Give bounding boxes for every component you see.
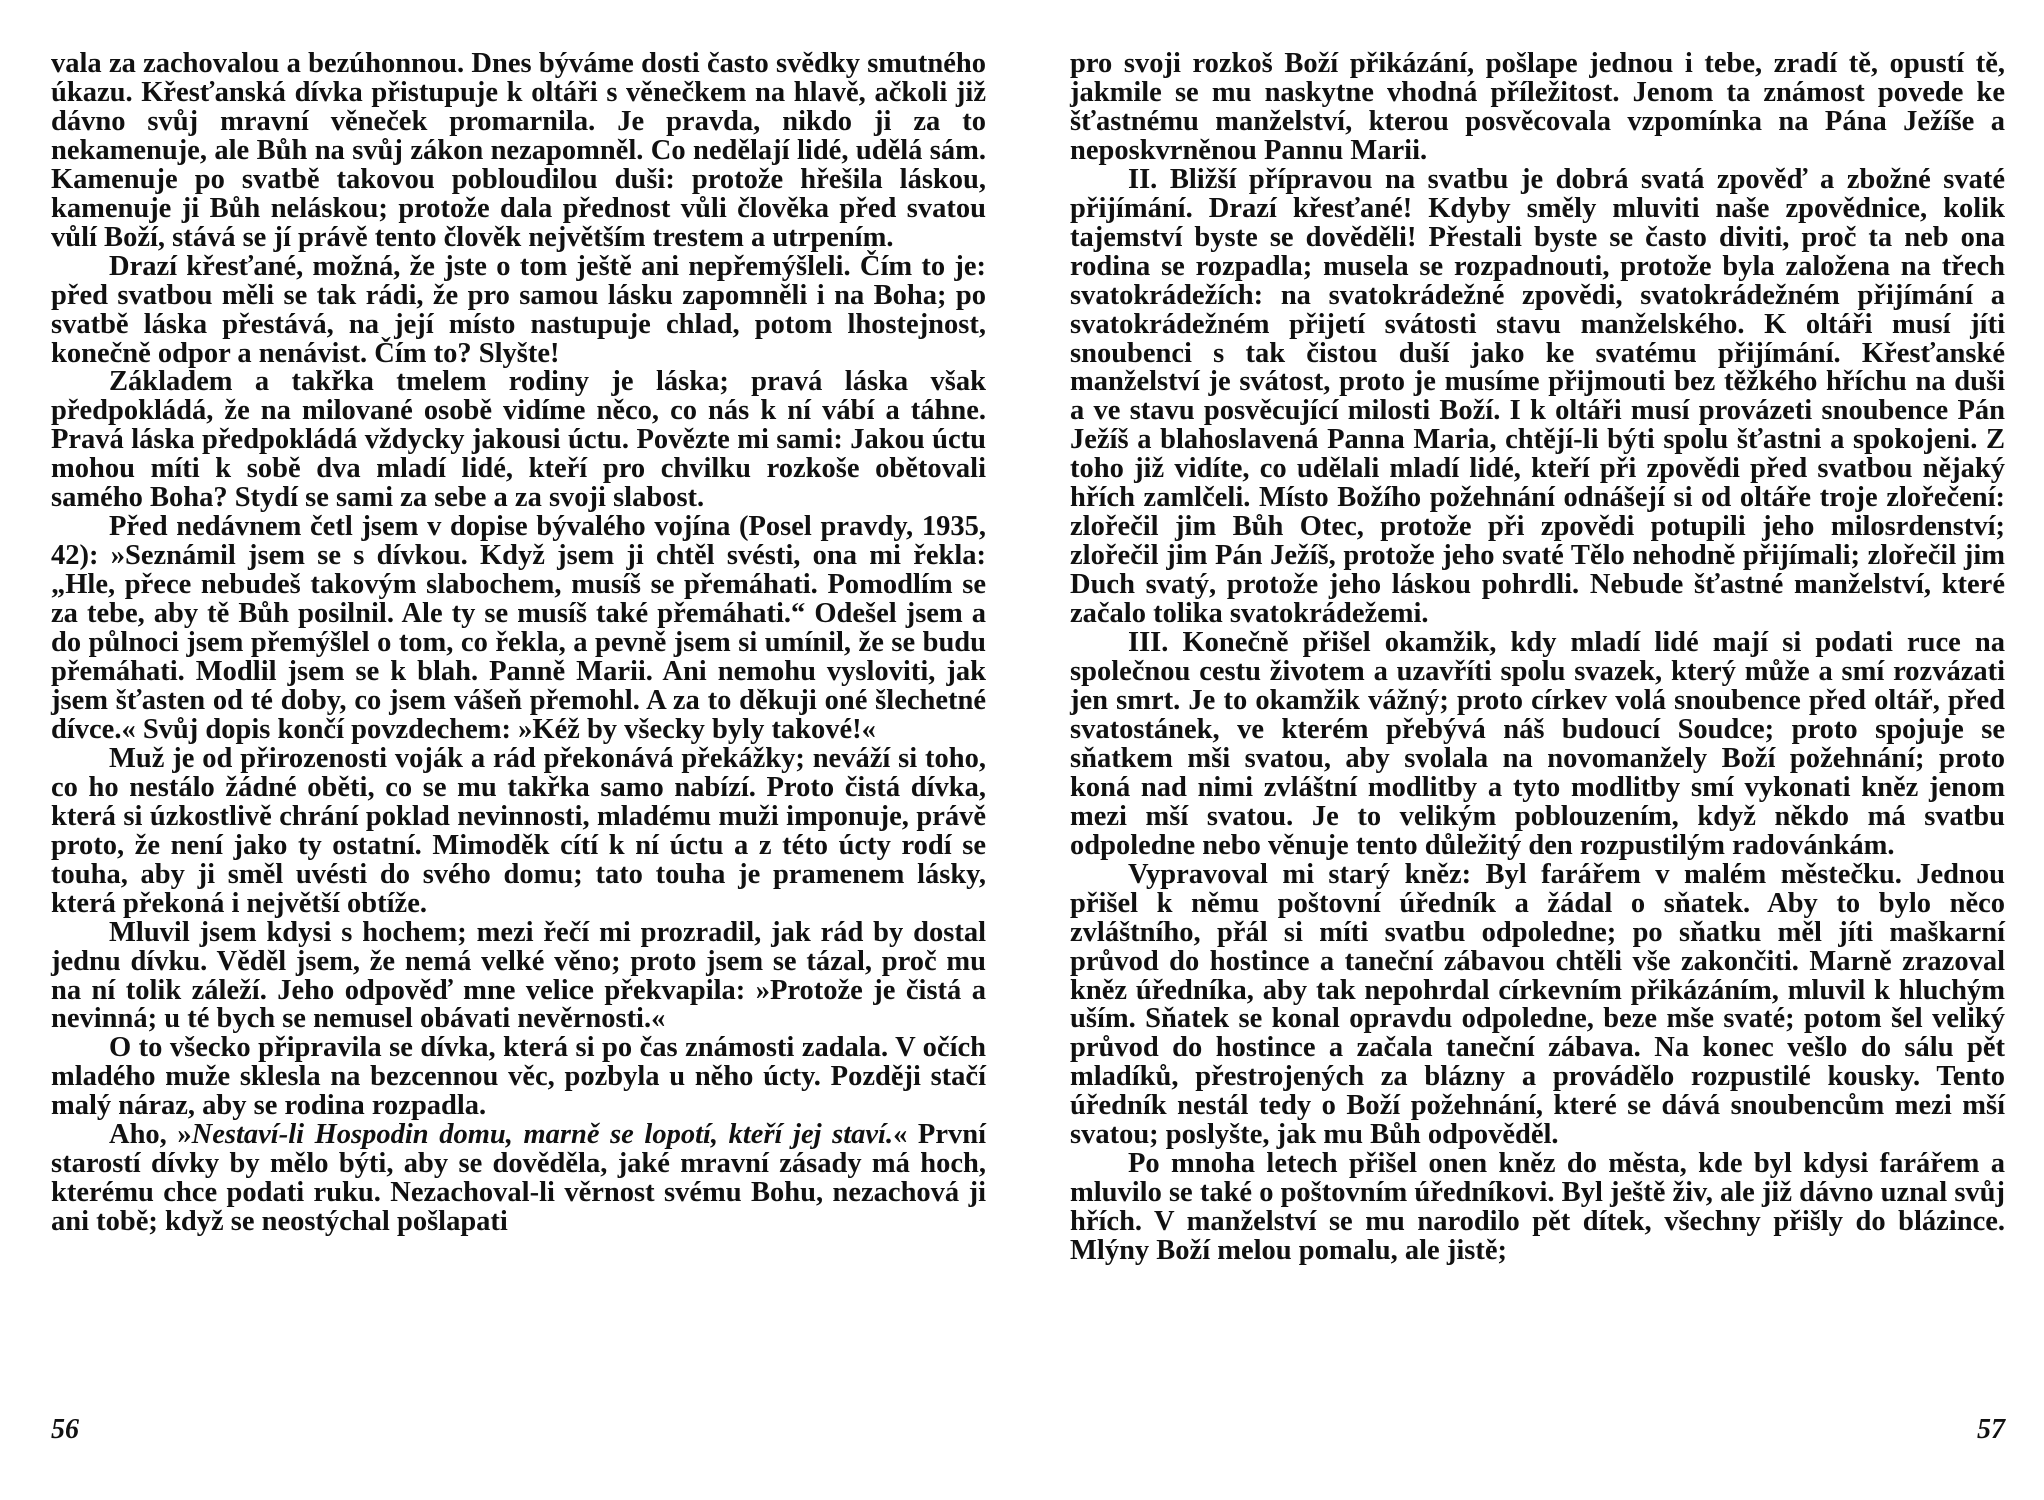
paragraph: Před nedávnem četl jsem v dopise bývalého vojína (Posel pravdy, 1935, 42): »Seznámil jsem se s dívkou. Když jsem ji chtěl svésti, ona mi řekla: „Hle, přece nebudeš takovým slabochem, musíš se přemáhati. Pomodlím se za tebe, aby tě Bůh posilnil. Ale ty se musíš také přemáhati.“ Odešel jsem a do půlnoci jsem přemýšlel o tom, co řekla, a pevně jsem si umínil, že se budu přemáhati. Modlil jsem se k blah. Panně Marii. Ani nemohu vysloviti, jak jsem šťasten od té doby, co jsem vášeň přemohl. A za to děkuji oné šlechetné dívce.« Svůj dopis končí povzdechem: »Kéž by všecky byly takové!« — [51, 511, 986, 745]
quote-intro: Aho, » — [109, 1119, 192, 1151]
paragraph: Drazí křesťané, možná, že jste o tom ještě ani nepřemýšleli. Čím to je: před svatbou měli se tak rádi, že pro samou lásku zapomněli i na Boha; po svatbě láska přestává, na její místo nastupuje chlad, potom lhostejnost, konečně odpor a nenávist. Čím to? Slyšte! — [51, 250, 986, 369]
right-page-text — [1070, 50, 2005, 1266]
left-page — [51, 50, 986, 1445]
page-number: 56 — [51, 1414, 79, 1445]
quote-outro: « První starostí dívky by mělo býti, aby se dověděla, jaké mravní zásady má hoch, kterému chce podati ruku. Nezachoval-li věrnost svému Bohu, nezachová ji ani tobě; když se neostýchal pošlapati — [51, 1119, 987, 1238]
paragraph: Muž je od přirozenosti voják a rád překonává překážky; neváží si toho, co ho nestálo žádné oběti, co se mu takřka samo nabízí. Proto čistá dívka, která si úzkostlivě chrání poklad nevinnosti, mladému muži imponuje, právě proto, že není jako ty ostatní. Mimoděk cítí k ní úctu a z této úcty rodí se touha, aby ji směl uvésti do svého domu; tato touha je pramenem lásky, která překoná i největší obtíže. — [51, 742, 986, 919]
paragraph: vala za zachovalou a bezúhonnou. Dnes býváme dosti často svědky smutného úkazu. Křesťanská dívka přistupuje k oltáři s věnečkem na hlavě, ačkoli již dávno svůj mravní věneček promarnila. Je pravda, nikdo ji za to nekamenuje, ale Bůh na svůj zákon nezapomněl. Co nedělají lidé, udělá sám. Kamenuje po svatbě takovou pobloudilou duši: protože hřešila láskou, kamenuje ji Bůh neláskou; protože dala přednost vůli člověka před svatou vůlí Boží, stává se jí právě tento člověk největším trestem a utrpením. — [51, 48, 986, 253]
paragraph: II. Bližší přípravou na svatbu je dobrá svatá zpověď a zbožné svaté přijímání. Drazí křesťané! Kdyby směly mluviti naše zpovědnice, kolik tajemství byste se dověděli! Přestali byste se často diviti, proč ta neb ona rodina se rozpadla; musela se rozpadnouti, protože byla založena na třech svatokrádežích: na svatokrádežné zpovědi, svatokrádežném přijímání a svatokrádežném přijetí svátosti stavu manželského. K oltáři musí jíti snoubenci s tak čistou duší jako ke svatému přijímání. Křesťanské manželství je svátost, proto je musíme přijmouti bez těžkého hříchu na duši a ve stavu posvěcující milosti Boží. I k oltáři musí provázeti snoubence Pán Ježíš a blahoslavená Panna Maria, chtějí-li býti spolu šťastni a spokojeni. Z toho již vidíte, co udělali mladí lidé, kteří při zpovědi před svatbou nějaký hřích zamlčeli. Místo Božího požehnání odnášejí si od oltáře troje zlořečení: zlořečil jim Bůh Otec, protože při zpovědi potupili jeho milosrdenství; zlořečil jim Pán Ježíš, protože jeho svaté Tělo nehodně přijímali; zlořečil jim Duch svatý, protože jeho láskou pohrdli. Nebude šťastné manželství, které začalo tolika svatokrádežemi. — [1070, 163, 2005, 630]
paragraph: O to všecko připravila se dívka, která si po čas známosti zadala. V očích mladého muže sklesla na bezcennou věc, pozbyla u něho úcty. Později stačí malý náraz, aby se rodina rozpadla. — [51, 1032, 986, 1122]
paragraph: Mluvil jsem kdysi s hochem; mezi řečí mi prozradil, jak rád by dostal jednu dívku. Věděl jsem, že nemá velké věno; proto jsem se tázal, proč mu na ní tolik záleží. Jeho odpověď mne velice překvapila: »Protože je čistá a nevinná; u té bych se nemusel obávati nevěrnosti.« — [51, 916, 986, 1035]
paragraph: pro svoji rozkoš Boží přikázání, pošlape jednou i tebe, zradí tě, opustí tě, jakmile se mu naskytne vhodná příležitost. Jenom ta známost povede ke šťastnému manželství, kterou posvěcovala vzpomínka na Pána Ježíše a neposkvrněnou Pannu Marii. — [1070, 48, 2005, 166]
paragraph: III. Konečně přišel okamžik, kdy mladí lidé mají si podati ruce na společnou cestu životem a uzavříti spolu svazek, který může a smí rozvázati jen smrt. Je to okamžik vážný; proto církev volá snoubence před oltář, před svatostánek, ve kterém přebývá náš budoucí Soudce; proto spojuje se sňatkem mši svatou, aby svolala na novomanžely Boží požehnání; proto koná nad nimi zvláštní modlitby a tyto modlitby smí vykonati kněz jenom mezi mší svatou. Je to velikým poblouzením, když někdo má svatbu odpoledne nebo věnuje tento důležitý den rozpustilým radovánkám. — [1070, 627, 2005, 861]
paragraph: Vypravoval mi starý kněz: Byl farářem v malém městečku. Jednou přišel k němu poštovní úředník a žádal o sňatek. Aby to bylo něco zvláštního, přál si míti svatbu odpoledne; po sňatku měl jíti maškarní průvod do hostince a taneční zábavou chtěli vše zakončiti. Marně zrazoval kněz úředníka, aby tak nepohrdal církevním přikázáním, mluvil k hluchým uším. Sňatek se konal opravdu odpoledne, beze mše svaté; potom šel veliký průvod do hostince a začala taneční zábava. Na konec vešlo do sálu pět mladíků, přestrojených za blázny a provádělo rozpustilé kousky. Tento úředník nestál tedy o Boží požehnání, které se dává snoubencům mezi mší svatou; poslyšte, jak mu Bůh odpověděl. — [1070, 858, 2005, 1151]
right-page — [1070, 50, 2005, 1445]
paragraph: Po mnoha letech přišel onen kněz do města, kde byl kdysi farářem a mluvilo se také o poštovním úředníkovi. Byl ještě živ, ale již dávno uznal svůj hřích. V manželství se mu narodilo pět dítek, všechny přišly do blázince. Mlýny Boží melou pomalu, ale jistě; — [1070, 1148, 2006, 1267]
paragraph-with-quote — [51, 1121, 986, 1237]
left-page-text — [51, 50, 986, 1237]
page-number: 57 — [1977, 1414, 2005, 1445]
bible-quote: Nestaví-li Hospodin domu, marně se lopotí, kteří jej staví. — [191, 1119, 894, 1151]
paragraph: Základem a takřka tmelem rodiny je láska; pravá láska však předpokládá, že na milované osobě vidíme něco, co nás k ní vábí a táhne. Pravá láska předpokládá vždycky jakousi úctu. Povězte mi sami: Jakou úctu mohou míti k sobě dva mladí lidé, kteří pro chvilku rozkoše obětovali samého Boha? Stydí se sami za sebe a za svoji slabost. — [51, 366, 986, 514]
